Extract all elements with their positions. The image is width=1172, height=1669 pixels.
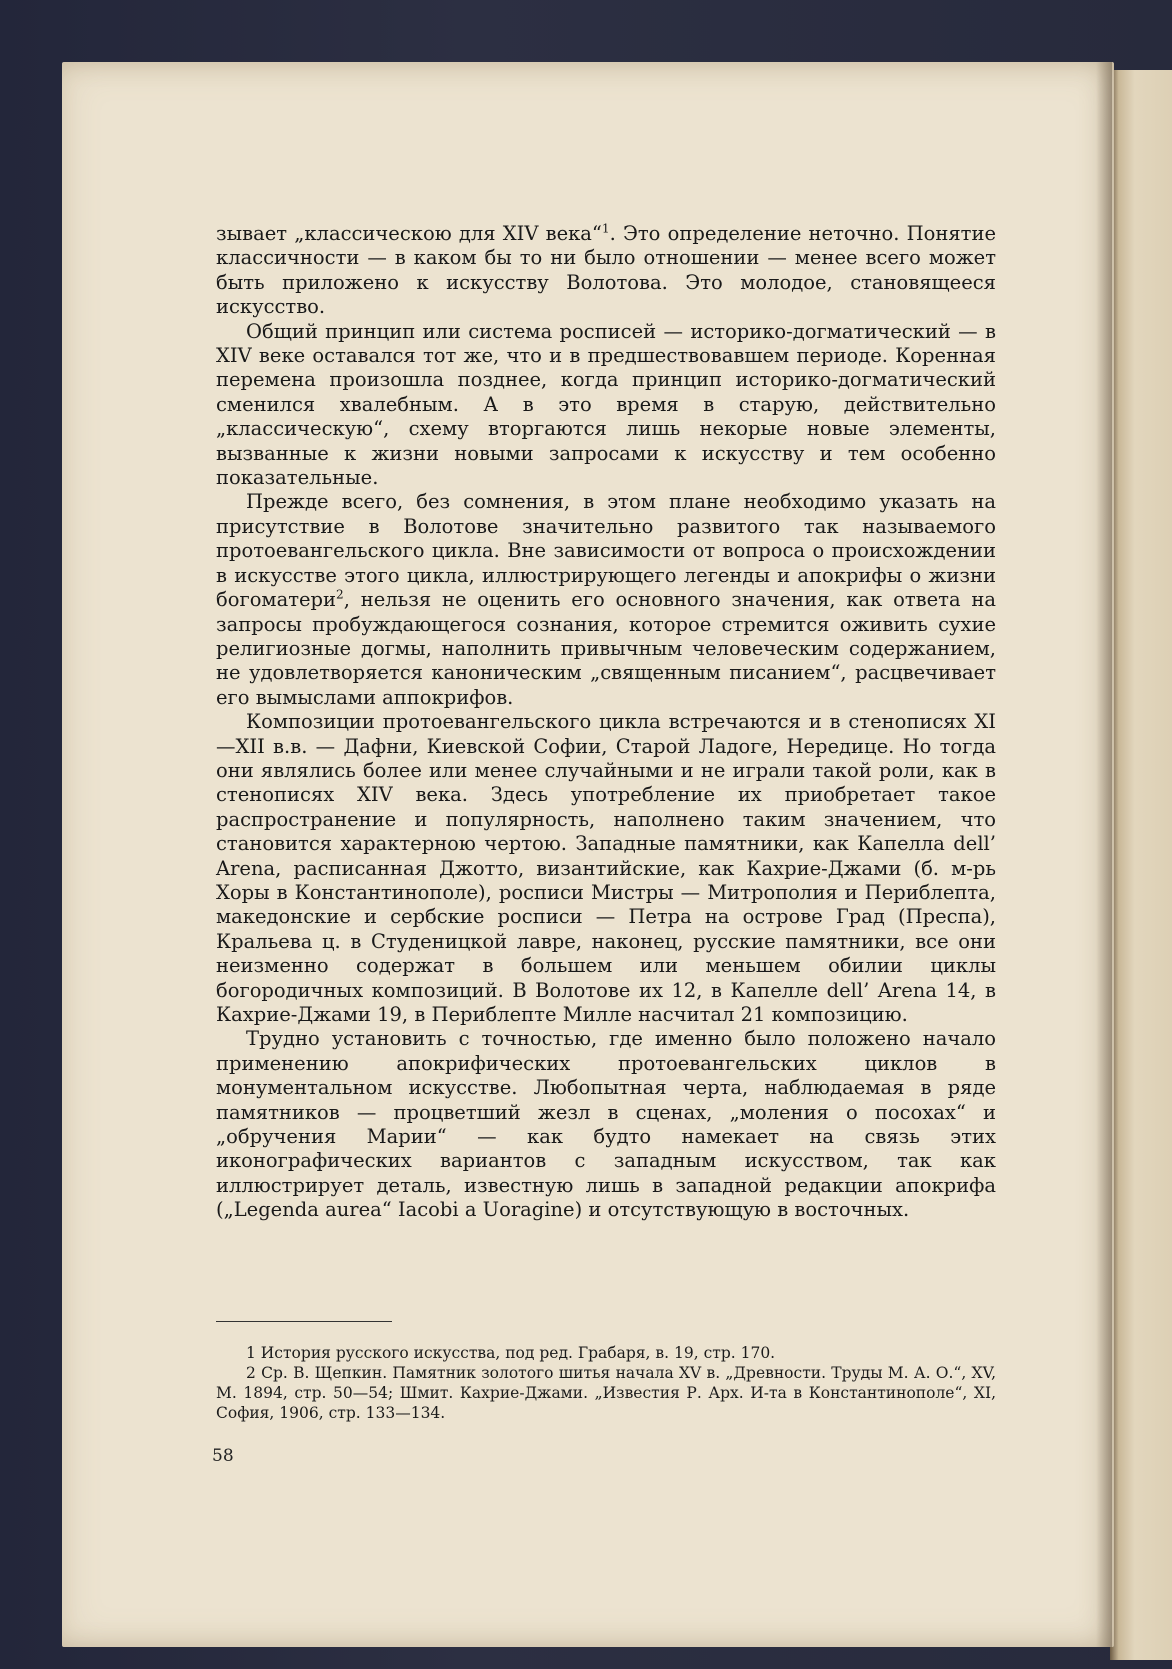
paragraph-5-text: Трудно установить с точностью, где именно было положено начало применению апокрифических протоевангельских циклов в монументальном искусстве. Любопытная черта, наблюдаемая в ряде памятников — процветший жезл в сценах, „моления о посохах“ и „обручения Марии“ — как будто намекает на связь этих иконографических вариантов с западным искусством, так как иллюстрирует деталь, известную лишь в западной редакции апокрифа („Legenda aurea“ Iacobi a Uoragine) и отсутствующую в восточных. [216,1027,996,1222]
paragraph-1 [216,222,996,320]
paragraph-1-text-a: зывает „классическою для XIV века“ [216,222,602,245]
paragraph-2-text: Общий принцип или система росписей — историко-догматический — в XIV веке оставался тот же, что и в предшествовавшем периоде. Коренная перемена произошла позднее, когда принцип историко-догматический сменился хвалебным. А в это время в старую, действительно „классическую“, схему вторгаются лишь некорые новые элементы, вызванные к жизни новыми запросами к искусству и тем особенно показательные. [216,319,996,490]
footnotes [216,1343,996,1423]
spine-shadow [1096,62,1112,1647]
paragraph-3-text-b: , нельзя не оценить его основного значения, как ответа на запросы пробуждающегося сознания, которое стремится оживить сухие религиозные догмы, наполнить привычным человеческим содержанием, не удовлетворяется каноническим „священным писанием“, расцвечивает его вымыслами аппокрифов. [216,588,996,709]
paragraph-3-text-a: Прежде всего, без сомнения, в этом плане необходимо указать на присутствие в Волотове значительно развитого так называемого протоевангельского цикла. Вне зависимости от вопроса о происхождении в искусстве этого цикла, иллюстрирующего легенды и апокрифы о жизни богоматери [216,490,996,612]
paragraph-2 [216,320,996,491]
footnote-divider [216,1321,392,1322]
page-number: 58 [212,1446,234,1466]
footnote-ref-1[interactable]: 1 [601,221,610,236]
paragraph-4-text: Композиции протоевангельского цикла встречаются и в стенописях XI—XII в.в. — Дафни, Киевской Софии, Старой Ладоге, Нередице. Но тогда они являлись более или менее случайными и не играли такой роли, как в стенописях XIV века. Здесь употребление их приобретает такое распространение и популярность, наполнено таким значением, что становится характерною чертою. Западные памятники, как Капелла dell’ Arena, расписанная Джотто, византийские, как Кахрие-Джами (б. м-рь Хоры в Константинополе), росписи Мистры — Митрополия и Периблепта, македонские и сербские росписи — Петра на острове Град (Преспа), Кральева ц. в Студеницкой лавре, наконец, русские памятники, все они неизменно содержат в большем или меньшем обилии циклы богородичных композиций. В Волотове их 12, в Капелле dell’ Arena 14, в Кахрие-Джами 19, в Периблепте Милле насчитал 21 композицию. [216,710,996,1026]
footnote-ref-2[interactable]: 2 [336,587,344,602]
adjacent-page-edge [1110,70,1172,1660]
footnote-2: 2 Ср. В. Щепкин. Памятник золотого шитья начала XV в. „Древности. Труды М. А. О.“, XV, М. 1894, стр. 50—54; Шмит. Кахрие-Джами. „Известия Р. Арх. И-та в Константинополе“, XI, София, 1906, стр. 133—134. [216,1364,996,1422]
paragraph-1-text-b: . Это определение неточно. Понятие классичности — в каком бы то ни было отношении — менее всего может быть приложено к искусству Волотова. Это молодое, становящееся искусство. [216,222,996,319]
paragraph-4 [216,710,996,1027]
footnote-1: 1 История русского искусства, под ред. Грабаря, в. 19, стр. 170. [246,1344,776,1362]
main-text [216,222,996,1223]
paragraph-3 [216,490,996,710]
paragraph-5 [216,1027,996,1222]
